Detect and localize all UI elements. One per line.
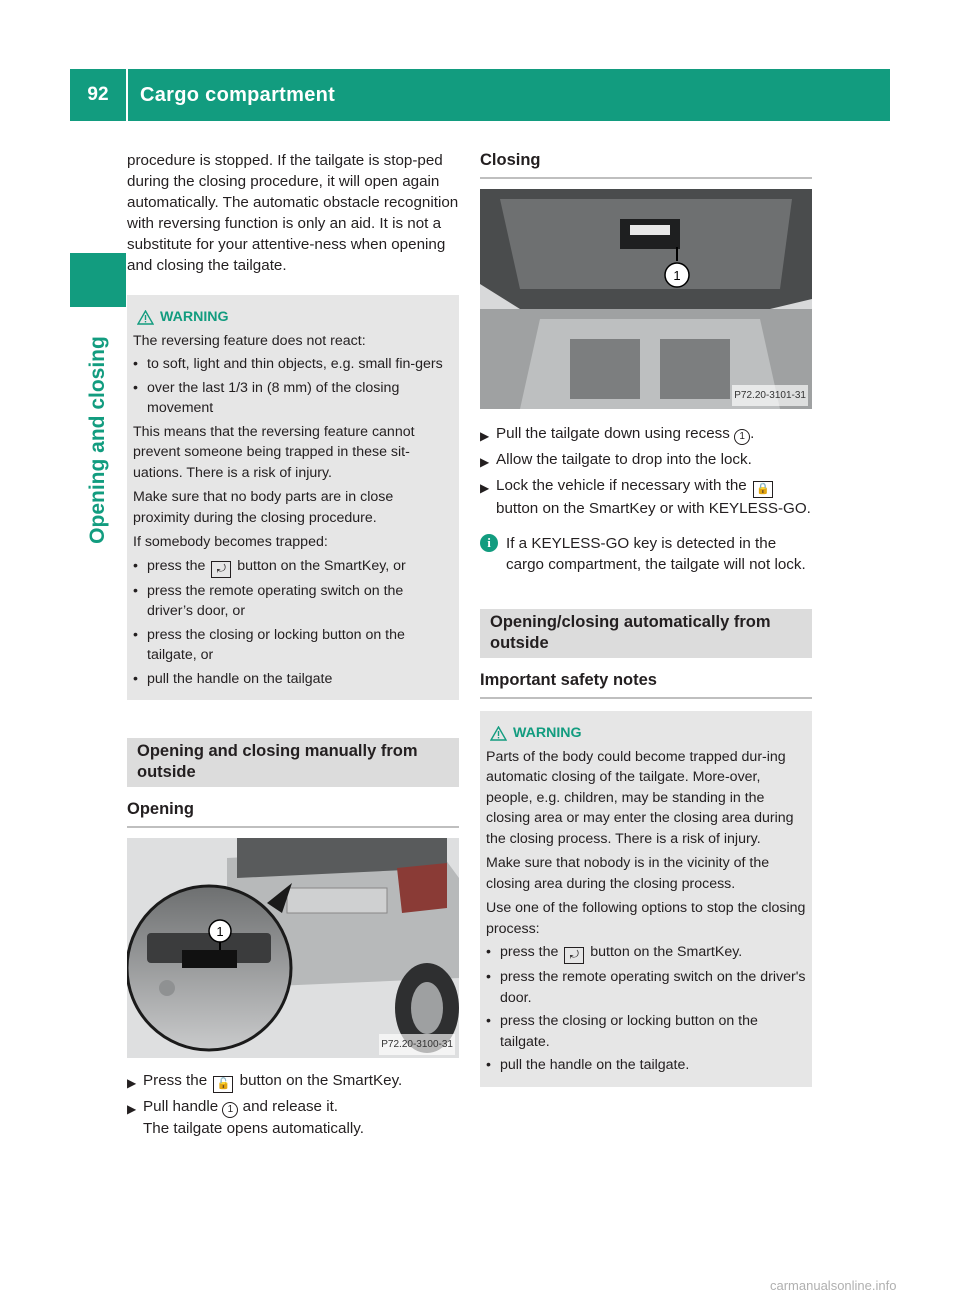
warning-box <box>127 295 459 700</box>
chapter-tab <box>70 253 126 307</box>
info-note: i If a KEYLESS-GO key is detected in the cargo compartment, the tailgate will not lock. <box>480 533 812 575</box>
chapter-label: Opening and closing <box>86 336 109 544</box>
callout-ref: 1 <box>734 429 750 445</box>
list-item: • pull the handle on the tailgate. <box>486 1057 690 1073</box>
warning-text: Make sure that nobody is in the vicinity of the closing area during the closing process. <box>486 855 770 892</box>
sub-heading-opening: Opening <box>127 799 459 828</box>
list-item: • over the last 1/3 in (8 mm) of the closing movement <box>133 379 400 416</box>
lock-icon: 🔒 <box>753 481 773 498</box>
list-item: • pull the handle on the tailgate <box>133 670 333 687</box>
info-icon: i <box>480 534 498 552</box>
opening-steps <box>127 1070 459 1139</box>
left-column <box>127 150 459 1141</box>
photo-code: P72.20-3100-31 <box>379 1034 455 1055</box>
opening-photo <box>127 838 459 1058</box>
callout-label: 1 <box>216 924 224 939</box>
header-divider <box>126 69 128 121</box>
section-heading: Opening and closing manually from outside <box>127 738 459 787</box>
warning-title: WARNING <box>486 723 806 744</box>
warning-title: WARNING <box>133 307 453 328</box>
list-item: • press the remote operating switch on the driver's door. <box>486 969 806 1006</box>
page-number: 92 <box>87 84 109 105</box>
tailgate-icon: ⤾ <box>564 947 584 964</box>
list-item: • press the remote operating switch on the driver’s door, or <box>133 582 404 619</box>
list-item: • press the ⤾ button on the SmartKey, or <box>133 556 453 578</box>
warning-text: Make sure that no body parts are in close proximity during the closing procedure. <box>133 489 394 526</box>
unlock-icon: 🔓 <box>213 1076 233 1093</box>
warning-text: This means that the reversing feature cannot prevent someone being trapped in these sit-uations. There is a risk of injury. <box>133 423 415 481</box>
warning-text: Use one of the following options to stop the closing process: <box>486 900 806 937</box>
sub-heading-safety: Important safety notes <box>480 670 812 699</box>
closing-photo <box>480 189 812 409</box>
page-title: Cargo compartment <box>140 83 336 106</box>
step: ▶ Pull handle 1 and release it. The tailgate opens automatically. <box>127 1098 364 1137</box>
warning-triangle-icon <box>137 310 154 325</box>
photo-code: P72.20-3101-31 <box>732 385 808 406</box>
callout-ref: 1 <box>222 1102 238 1118</box>
list-item: • press the ⤾ button on the SmartKey. <box>486 942 806 964</box>
list-item: • press the closing or locking button on the tailgate. <box>486 1013 758 1050</box>
step: ▶ Press the 🔓 button on the SmartKey. <box>127 1070 459 1094</box>
tailgate-open-illustration <box>480 189 812 409</box>
step: ▶ Lock the vehicle if necessary with the 🔒 button on the SmartKey or with KEYLESS-GO. <box>480 477 811 517</box>
callout-label: 1 <box>673 268 681 283</box>
list-item: • to soft, light and thin objects, e.g. small fin-gers <box>133 356 443 372</box>
warning-box <box>480 711 812 1087</box>
section-heading: Opening/closing automatically from outside <box>480 609 812 658</box>
closing-steps <box>480 423 812 519</box>
warning-triangle-icon <box>490 726 507 741</box>
right-column <box>480 150 812 1087</box>
warning-text: Parts of the body could become trapped dur-ing automatic closing of the tailgate. More-over, people, e.g. children, may be standing in the closing area or may enter the closing area during the closing process. There is a risk of injury. <box>486 748 794 847</box>
step: ▶ Allow the tailgate to drop into the lock. <box>480 451 752 469</box>
step: ▶ Pull the tailgate down using recess 1 . <box>480 425 755 443</box>
tailgate-icon: ⤾ <box>211 561 231 578</box>
watermark: carmanualsonline.info <box>770 1278 897 1293</box>
intro-paragraph: procedure is stopped. If the tailgate is stop-ped during the closing procedure, it will open again automatically. The automatic obstacle recognition with reversing function is only an aid. It is not a substitute for your attentive-ness when opening and closing the tailgate. <box>127 152 459 274</box>
car-rear-illustration <box>127 838 459 1058</box>
sub-heading-closing: Closing <box>480 150 812 179</box>
list-item: • press the closing or locking button on the tailgate, or <box>133 626 405 663</box>
warning-text: The reversing feature does not react: <box>133 332 366 349</box>
warning-text: If somebody becomes trapped: <box>133 534 328 550</box>
